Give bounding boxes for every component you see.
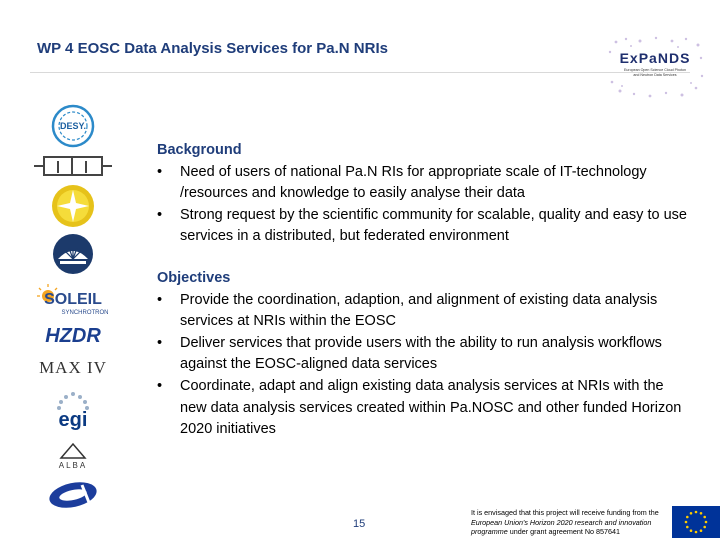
objectives-bullet-3 [157,376,692,441]
alba-logo-text: ALBA [58,461,87,470]
background-heading: Background [157,142,242,158]
maxiv-logo-text: MAX IV [38,358,107,377]
bullet-dot: • [157,163,163,180]
desy-logo-text: DESY. [59,121,86,131]
egi-logo [25,388,120,434]
hzdr-logo-text: HZDR [44,325,101,347]
eu-flag-logo [672,506,720,538]
maxiv-logo [25,354,120,380]
background-bullet-text: Need of users of national Pa.N RIs for appropriate scale of IT-technology /resources and knowledge to easily analyse their data [180,163,647,202]
expands-tagline-1: European Open Science Cloud Photon [624,68,686,72]
bullet-dot: • [157,334,163,351]
egi-logo-text: egi [58,409,87,431]
title-divider [30,72,690,73]
slide-title: WP 4 EOSC Data Analysis Services for Pa.N NRIs [37,40,388,57]
alba-logo [25,440,120,470]
bullet-dot: • [157,206,163,223]
desy-logo [25,104,120,148]
objectives-bullet-2 [157,333,692,376]
funding-text-b: under grant agreement No 857641 [507,527,621,536]
funding-text-italic: European Union's Horizon 2020 research and innovation programme [471,517,652,536]
hzdr-logo [25,322,120,348]
bullet-dot: • [157,291,163,308]
objectives-bullet-1 [157,290,692,333]
funding-notice [471,508,671,537]
objectives-bullet-text: Deliver services that provide users with the ability to run analysis workflows against the EOSC-aligned data services [180,334,662,373]
ceric-logo [25,478,120,512]
objectives-heading: Objectives [157,269,231,286]
partner-logos-column [25,100,120,510]
expands-tagline-2: and Neutron Data Services [633,73,677,77]
background-bullet-2 [157,205,692,248]
background-bullet-1 [157,162,692,205]
soleil-logo-subtext: SYNCHROTRON [60,310,109,316]
esrf-logo [25,232,120,276]
page-number: 15 [353,518,366,530]
slide-body [157,140,692,441]
background-bullet-text: Strong request by the scientific community for scalable, quality and easy to use services in a distributed, but federated environment [180,206,687,245]
objectives-bullet-text: Coordinate, adapt and align existing data analysis services at NRIs with the new data analysis services created within Pa.NOSC and other funded Horizon 2020 initiatives [180,377,682,438]
expands-logo-name: ExPaNDS [619,50,691,66]
soleil-logo-text: SOLEIL [43,291,102,308]
psi-logo [25,152,120,180]
bullet-dot: • [157,377,163,394]
diamond-logo [25,184,120,228]
funding-text-a: It is envisaged that this project will receive funding from the [471,508,659,517]
expands-logo [606,36,704,98]
soleil-logo [25,282,120,318]
objectives-bullet-text: Provide the coordination, adaption, and alignment of existing data analysis services at NRIs within the EOSC [180,291,658,330]
